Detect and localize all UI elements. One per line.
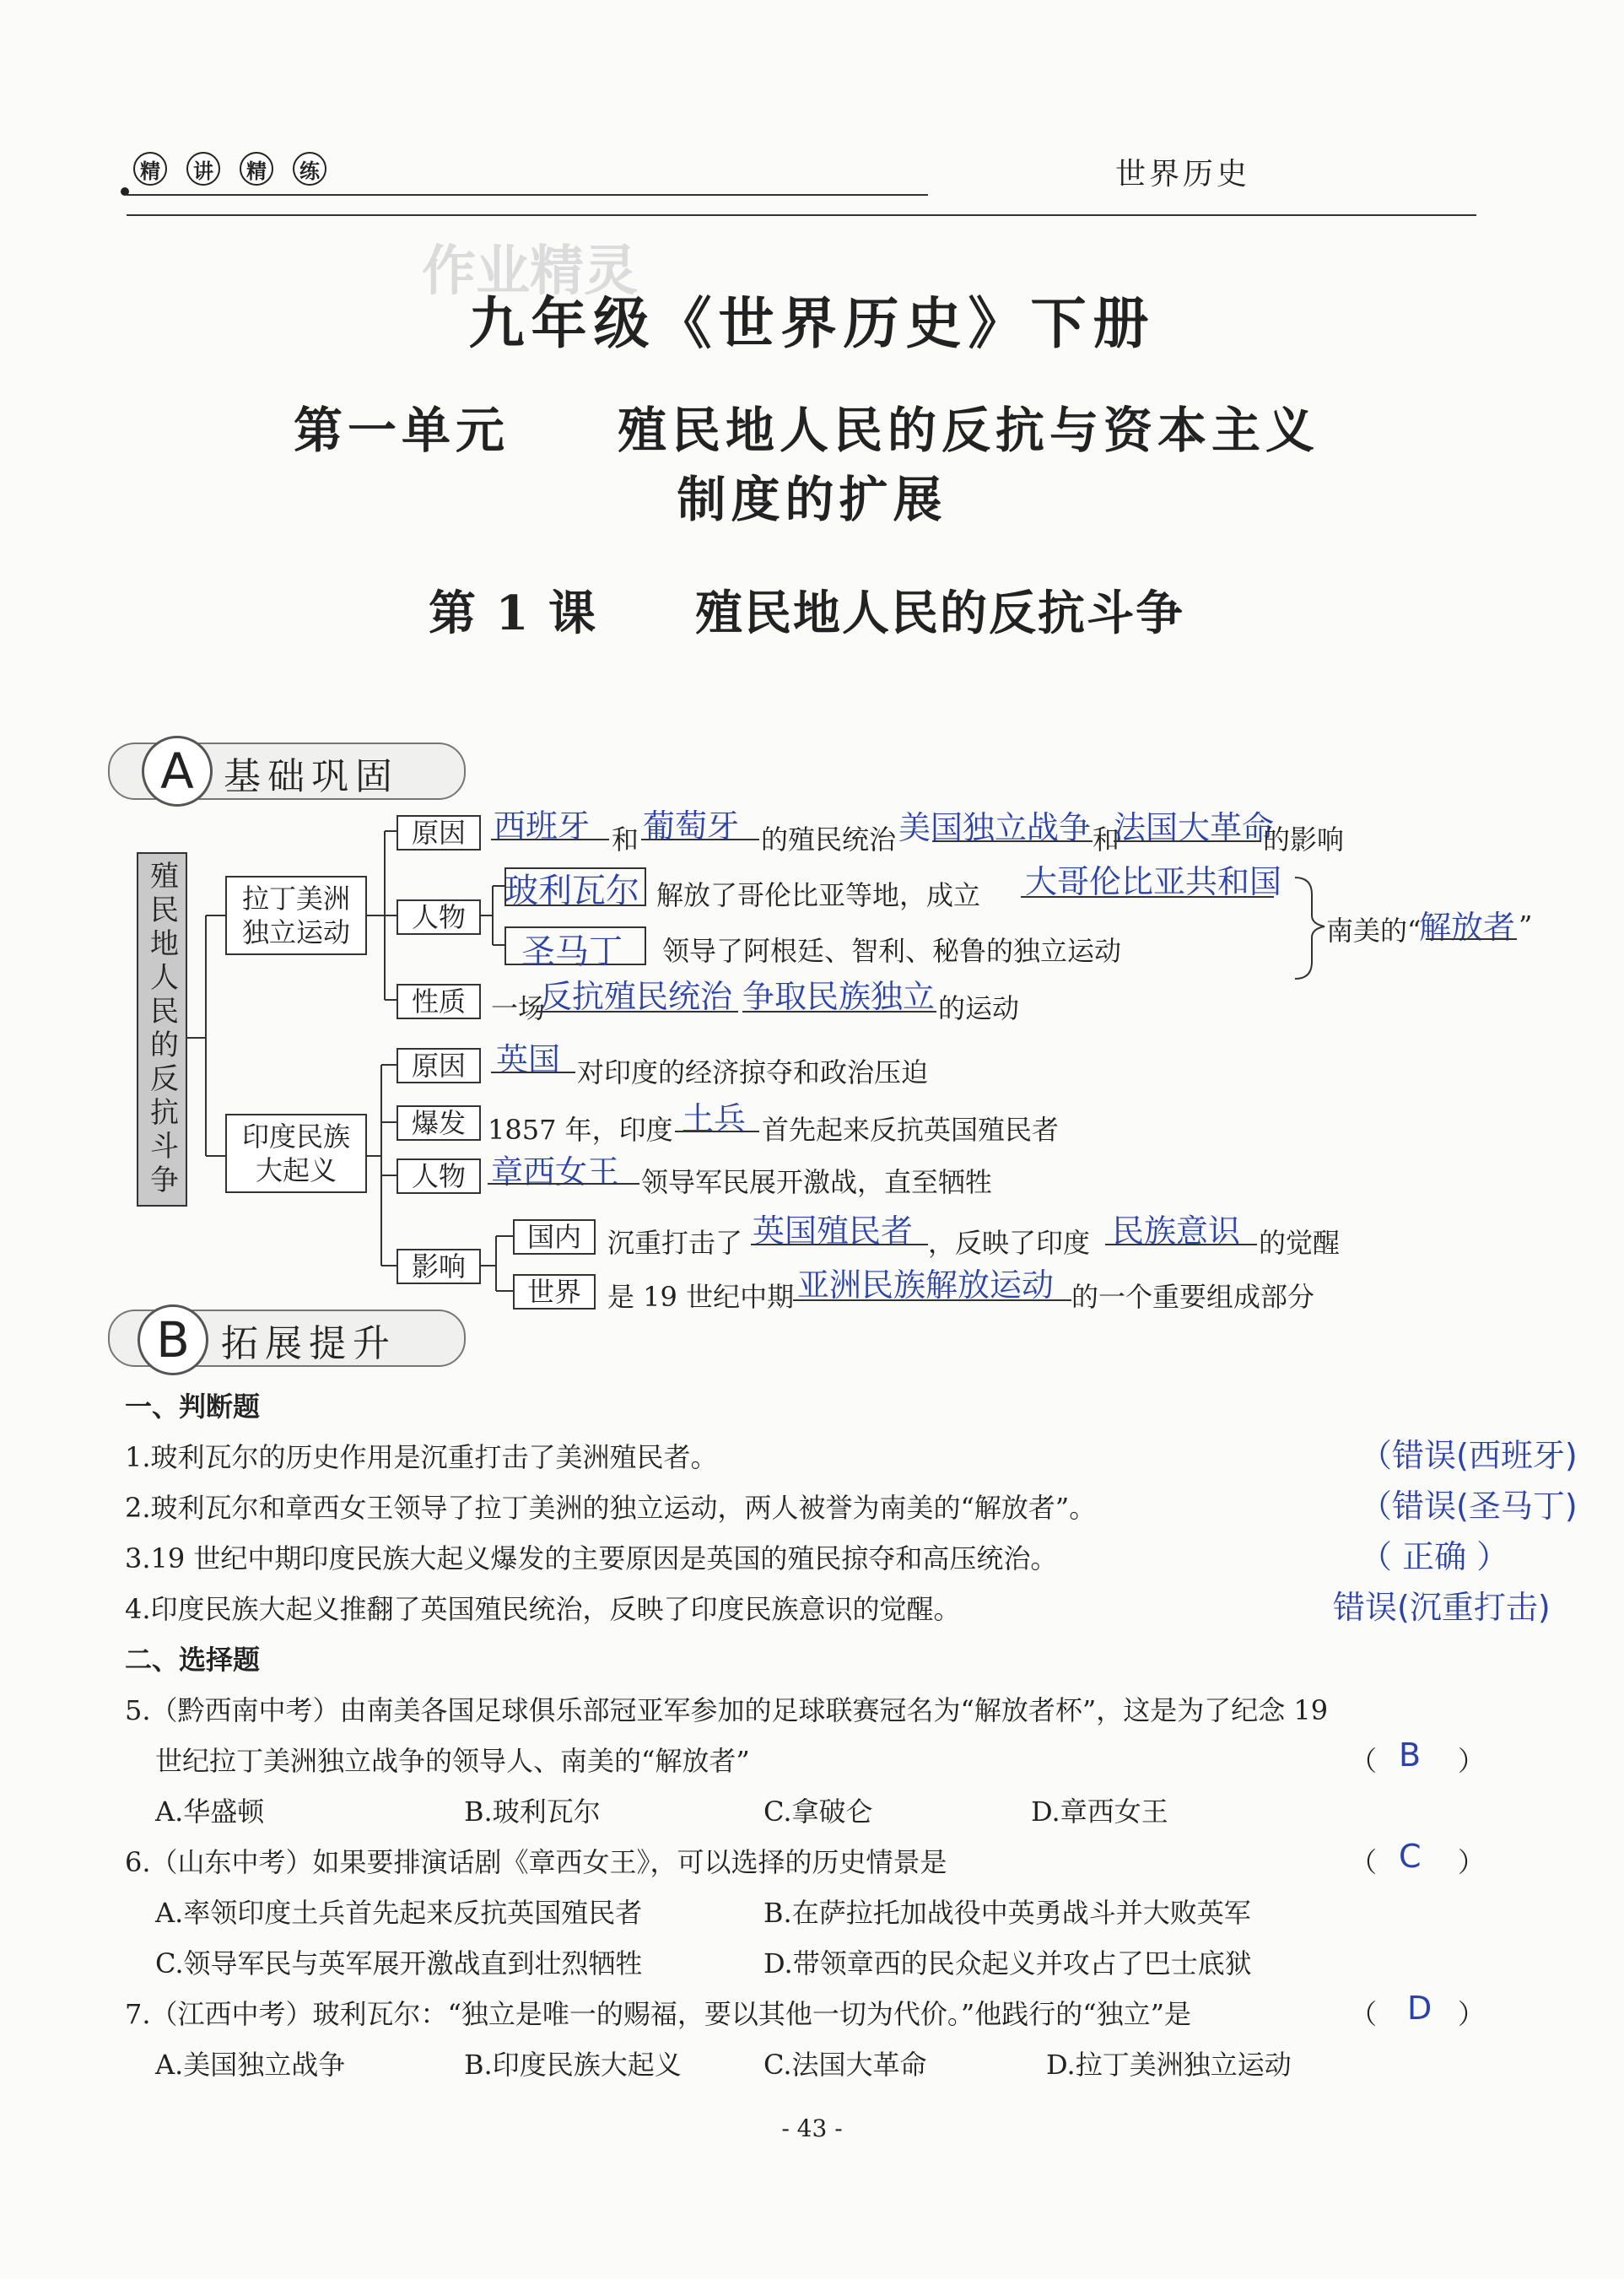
option: D.章西女王	[1031, 1796, 1168, 1828]
text-liberator-open: 南美的“	[1326, 915, 1422, 947]
text-struck: 沉重打击了	[607, 1227, 743, 1259]
judge-answer: （错误(西班牙)	[1360, 1437, 1578, 1474]
answer-sepoys: 土兵	[682, 1100, 747, 1137]
india-node: 印度民族大起义	[225, 1114, 367, 1193]
option: C.拿破仑	[763, 1796, 873, 1828]
judge-item: 1.玻利瓦尔的历史作用是沉重打击了美洲殖民者。	[125, 1441, 718, 1473]
text-and: 和	[612, 824, 639, 856]
blank-underline	[1021, 896, 1274, 898]
india-world-node: 世界	[513, 1274, 596, 1310]
paren-open: （	[1350, 1745, 1378, 1777]
question-7-line1: 7.（江西中考）玻利瓦尔：“独立是唯一的赐福，要以其他一切为代价。”他践行的“独立”是	[125, 1998, 1191, 2030]
text-liberated: 解放了哥伦比亚等地，成立	[656, 879, 981, 911]
text-influence: 的影响	[1263, 824, 1345, 856]
badge-char: 练	[293, 152, 326, 186]
paren-close: ）	[1458, 1745, 1486, 1777]
question-5-line2: 世纪拉丁美洲独立战争的领导人、南美的“解放者”	[155, 1745, 750, 1777]
answer-san-martin: 圣马丁	[521, 932, 623, 971]
blank-underline	[793, 1299, 1071, 1301]
answer-national-consciousness: 民族意识	[1112, 1212, 1241, 1250]
section-b-title: 拓展提升	[221, 1322, 397, 1365]
mindmap-root	[137, 852, 187, 1207]
text-1857: 1857 年，印度	[488, 1114, 673, 1146]
text-rose-first: 首先起来反抗英国殖民者	[762, 1114, 1060, 1146]
text-awakening: 的觉醒	[1259, 1227, 1341, 1259]
badge-char: 讲	[186, 152, 220, 186]
answer-spain: 西班牙	[494, 807, 591, 845]
blank-underline	[491, 1072, 575, 1073]
india-people-node: 人物	[397, 1158, 481, 1194]
judge-item: 2.玻利瓦尔和章西女王领导了拉丁美洲的独立运动，两人被誉为南美的“解放者”。	[125, 1492, 1097, 1524]
text-and: 和	[1093, 824, 1120, 856]
watermark: 作业精灵	[422, 240, 638, 303]
judge-item: 3.19 世纪中期印度民族大起义爆发的主要原因是英国的殖民掠夺和高压统治。	[125, 1542, 1058, 1574]
text-colonial-rule: 的殖民统治	[761, 824, 897, 856]
header-subject: 世界历史	[1115, 157, 1251, 192]
paren-close: ）	[1458, 1846, 1486, 1878]
choice-heading: 二、选择题	[125, 1644, 261, 1676]
text-component: 的一个重要组成部分	[1071, 1281, 1315, 1313]
judge-heading: 一、判断题	[125, 1391, 261, 1423]
paren-open: （	[1350, 1998, 1378, 2030]
india-outbreak-node: 爆发	[397, 1105, 481, 1141]
option: C.法国大革命	[763, 2049, 927, 2081]
text-led-argentina: 领导了阿根廷、智利、秘鲁的独立运动	[662, 935, 1122, 967]
answer-bolivar: 玻利瓦尔	[504, 872, 639, 910]
blank-underline	[1426, 938, 1517, 940]
text-liberator-close: ”	[1519, 910, 1533, 942]
option: A.美国独立战争	[155, 2049, 346, 2081]
option: B.玻利瓦尔	[464, 1796, 601, 1828]
judge-answer: （错误(圣马丁)	[1360, 1488, 1578, 1525]
unit-title-line2: 制度的扩展	[677, 471, 947, 528]
blank-underline	[751, 1244, 928, 1245]
section-a-title: 基础巩固	[224, 755, 399, 798]
option: A.华盛顿	[155, 1796, 265, 1828]
option: B.印度民族大起义	[464, 2049, 682, 2081]
judge-answer: 错误(沉重打击)	[1333, 1589, 1551, 1626]
text-mid-19th: 是 19 世纪中期	[607, 1281, 795, 1313]
question-5-answer: B	[1399, 1736, 1422, 1774]
india-impact-node: 影响	[397, 1249, 481, 1284]
header-rule-short	[127, 194, 928, 196]
option: A.率领印度土兵首先起来反抗英国殖民者	[155, 1897, 643, 1929]
blank-underline	[641, 839, 759, 840]
header-rule-long	[127, 214, 1476, 216]
answer-independence: 争取民族独立	[742, 978, 936, 1015]
paren-close: ）	[1458, 1998, 1486, 2030]
judge-answer: （ 正确 ）	[1360, 1538, 1509, 1575]
latin-people-node: 人物	[397, 899, 481, 935]
option: C.领导军民与英军展开激战直到壮烈牺牲	[155, 1947, 643, 1979]
blank-underline	[491, 839, 609, 840]
text-a: 一场	[491, 992, 546, 1024]
answer-british-colonists: 英国殖民者	[753, 1212, 914, 1250]
india-cause-node: 原因	[397, 1048, 481, 1083]
blank-underline	[742, 1011, 936, 1013]
india-domestic-node: 国内	[513, 1219, 596, 1255]
text-led-battle: 领导军民展开激战，直至牺牲	[641, 1166, 993, 1198]
paren-open: （	[1350, 1846, 1378, 1878]
answer-britain: 英国	[496, 1041, 561, 1078]
question-7-answer: D	[1407, 1990, 1432, 2027]
question-6-answer: C	[1399, 1838, 1422, 1875]
option: D.带领章西的民众起义并攻占了巴士底狱	[763, 1947, 1252, 1979]
answer-french-revolution: 法国大革命	[1114, 809, 1275, 846]
blank-underline	[932, 840, 1093, 842]
blank-underline	[1105, 1244, 1257, 1245]
text-movement: 的运动	[938, 992, 1020, 1024]
answer-asian-liberation: 亚洲民族解放运动	[797, 1266, 1055, 1304]
blank-underline	[536, 1011, 738, 1013]
answer-rani: 章西女王	[491, 1153, 620, 1191]
latin-cause-node: 原因	[397, 815, 481, 851]
judge-item: 4.印度民族大起义推翻了英国殖民统治，反映了印度民族意识的觉醒。	[125, 1593, 961, 1625]
unit-title-line1: 第一单元 殖民地人民的反抗与资本主义	[294, 402, 1320, 459]
page-number: - 43 -	[781, 2114, 843, 2142]
answer-resist-colonial: 反抗殖民统治	[540, 978, 733, 1015]
answer-gran-colombia: 大哥伦比亚共和国	[1025, 863, 1282, 900]
mindmap-root-label: 殖民地人民的反抗斗争	[144, 861, 179, 1198]
latin-nature-node: 性质	[397, 984, 481, 1019]
lesson-title: 第 1 课 殖民地人民的反抗斗争	[429, 586, 1184, 641]
section-b-letter: B	[138, 1304, 208, 1375]
blank-underline	[488, 1183, 639, 1185]
question-5-line1: 5.（黔西南中考）由南美各国足球俱乐部冠亚军参加的足球联赛冠名为“解放者杯”，这是为了纪念 19	[125, 1694, 1329, 1726]
option: B.在萨拉托加战役中英勇战斗并大败英军	[763, 1897, 1251, 1929]
answer-portugal: 葡萄牙	[643, 807, 740, 845]
answer-american-revolution: 美国独立战争	[898, 809, 1092, 846]
option: D.拉丁美洲独立运动	[1046, 2049, 1292, 2081]
section-a-letter: A	[142, 736, 213, 807]
question-6-line1: 6.（山东中考）如果要排演话剧《章西女王》，可以选择的历史情景是	[125, 1846, 947, 1878]
badge-char: 精	[240, 152, 273, 186]
book-title: 九年级《世界历史》下册	[468, 290, 1156, 356]
blank-underline	[1114, 840, 1261, 842]
text-exploitation: 对印度的经济掠夺和政治压迫	[577, 1056, 929, 1088]
blank-underline	[675, 1131, 759, 1132]
text-reflected: ，反映了印度	[928, 1227, 1091, 1259]
latin-america-node: 拉丁美洲独立运动	[225, 876, 367, 955]
answer-liberator: 解放者	[1419, 909, 1516, 946]
badge-char: 精	[133, 152, 167, 186]
